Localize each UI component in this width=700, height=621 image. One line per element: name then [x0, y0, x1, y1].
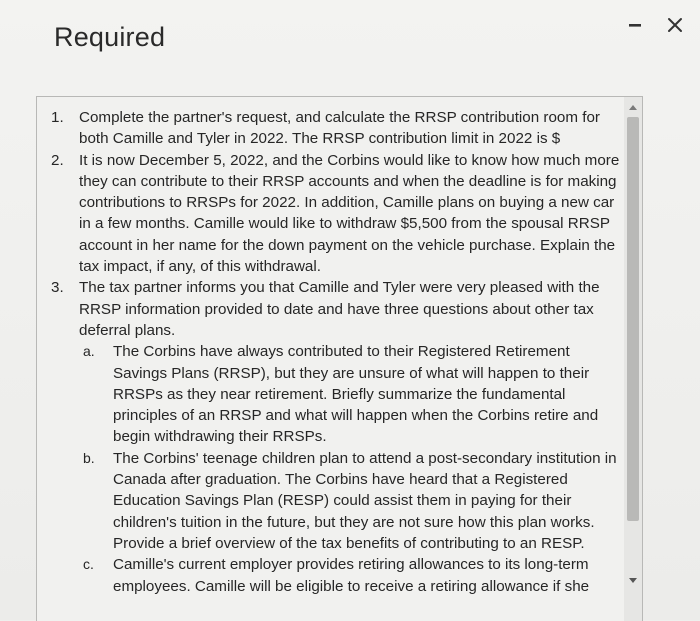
close-icon — [666, 16, 684, 34]
sub-question-b — [79, 448, 621, 554]
sub-question-letter: c. — [83, 556, 94, 573]
scroll-thumb[interactable] — [627, 117, 639, 521]
question-text: Complete the partner's request, and calculate the RRSP contribution room for both Camille and Tyler in 2022. The RRSP contribution limit in 2022 is $ — [79, 109, 600, 148]
sub-question-c — [79, 554, 621, 597]
minimize-button[interactable] — [624, 14, 646, 36]
question-number: 3. — [51, 279, 64, 297]
sub-question-letter: a. — [83, 343, 95, 360]
window-controls — [624, 14, 686, 36]
question-3 — [51, 277, 621, 596]
scroll-down-arrow-icon — [628, 577, 638, 585]
scroll-up-button[interactable] — [624, 99, 642, 115]
close-button[interactable] — [664, 14, 686, 36]
question-text: The tax partner informs you that Camille and Tyler were very pleased with the RRSP information provided to date and have three questions about other tax deferral plans. — [79, 279, 600, 339]
question-text: It is now December 5, 2022, and the Corbins would like to know how much more they can contribute to their RRSP accounts and when the deadline is for making contributions to RRSPs for 2022. In addition, Camille plans on buying a new car in a few months. Camille would like to withdraw $5,500 from the spousal RRSP account in her name for the down payment on the vehicle purchase. Explain the tax impact, if any, of this withdrawal. — [79, 151, 620, 276]
requirements-panel — [36, 96, 643, 621]
question-number: 1. — [51, 109, 64, 126]
requirements-content — [51, 107, 621, 597]
question-1 — [51, 107, 621, 150]
minimize-icon — [627, 17, 643, 33]
sub-question-a — [79, 341, 621, 447]
sub-question-letter: b. — [83, 449, 95, 466]
sub-question-text: The Corbins have always contributed to their Registered Retirement Savings Plans (RRSP), but they are unsure of what will happen to their RRSPs as they near retirement. Briefly summarize the fundamental principles of an RRSP and what will happen when the Corbins retire and begin withdrawing their RRSPs. — [113, 343, 599, 446]
dialog-title: Required — [54, 22, 166, 52]
sub-question-text: Camille's current employer provides retiring allowances to its long-term employees. Camille will be eligible to receive a retiring allowance if she — [113, 556, 590, 595]
question-number: 2. — [51, 151, 64, 169]
question-2 — [51, 150, 621, 278]
scroll-up-arrow-icon — [628, 103, 638, 111]
scroll-down-button[interactable] — [624, 573, 642, 589]
vertical-scrollbar[interactable] — [624, 97, 642, 621]
sub-question-text: The Corbins' teenage children plan to attend a post-secondary institution in Canada after graduation. The Corbins have heard that a Registered Education Savings Plan (RESP) could assist them in paying for their children's tuition in the future, but they are not sure how this plan works. Provide a brief overview of the tax benefits of contributing to an RESP. — [113, 449, 617, 552]
